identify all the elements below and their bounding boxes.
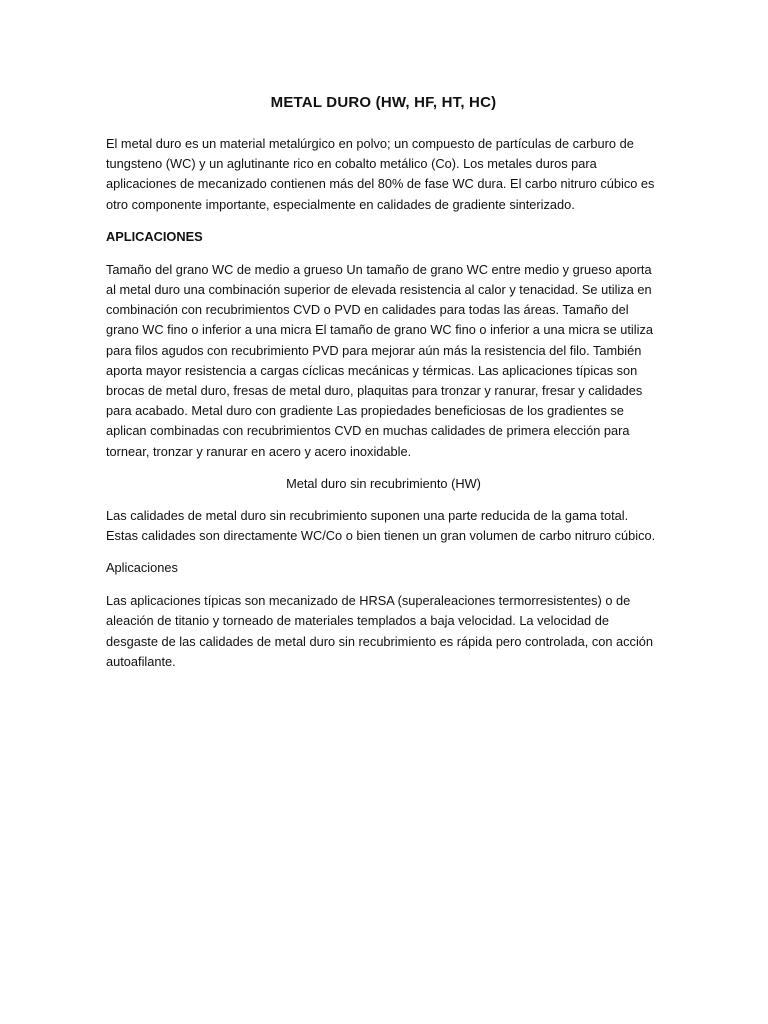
document-title: METAL DURO (HW, HF, HT, HC) bbox=[270, 94, 497, 111]
uncoated-paragraph: Las calidades de metal duro sin recubrimiento suponen una parte reducida de la gama total. Estas calidades son directamente WC/Co o bien tienen un gran volumen de carbo nitruro cúbico. bbox=[106, 507, 656, 544]
applications-heading: APLICACIONES bbox=[106, 228, 203, 244]
document-page bbox=[106, 92, 661, 684]
applications-paragraph: Tamaño del grano WC de medio a grueso Un tamaño de grano WC entre medio y grueso aporta al metal duro una combinación superior de elevada resistencia al calor y tenacidad. Se utiliza en combinación con recubrimientos CVD o PVD en calidades para todas las áreas. Tamaño del grano WC fino o inferior a una micra El tamaño de grano WC fino o inferior a una micra se utiliza para filos agudos con recubrimiento PVD para mejorar aún más la resistencia del filo. También aporta mayor resistencia a cargas cíclicas mecánicas y térmicas. Las aplicaciones típicas son brocas de metal duro, fresas de metal duro, plaquitas para tronzar y ranurar, fresar y calidades para acabado. Metal duro con gradiente Las propiedades beneficiosas de los gradientes se aplican combinadas con recubrimientos CVD en muchas calidades de primera elección para tornear, tronzar y ranurar en acero y acero inoxidable. bbox=[106, 261, 653, 459]
uncoated-applications-heading: Aplicaciones bbox=[106, 560, 178, 576]
uncoated-applications-paragraph: Las aplicaciones típicas son mecanizado de HRSA (superaleaciones termorresistentes) o de aleación de titanio y torneado de materiales templados a baja velocidad. La velocidad de desgaste de las calidades de metal duro sin recubrimiento es rápida pero controlada, con acción autoafilante. bbox=[106, 593, 654, 669]
intro-paragraph: El metal duro es un material metalúrgico en polvo; un compuesto de partículas de carburo de tungsteno (WC) y un aglutinante rico en cobalto metálico (Co). Los metales duros para aplicaciones de mecanizado contienen más del 80% de fase WC dura. El carbo nitruro cúbico es otro componente importante, especialmente en calidades de gradiente sinterizado. bbox=[106, 136, 655, 212]
uncoated-heading: Metal duro sin recubrimiento (HW) bbox=[286, 475, 481, 491]
